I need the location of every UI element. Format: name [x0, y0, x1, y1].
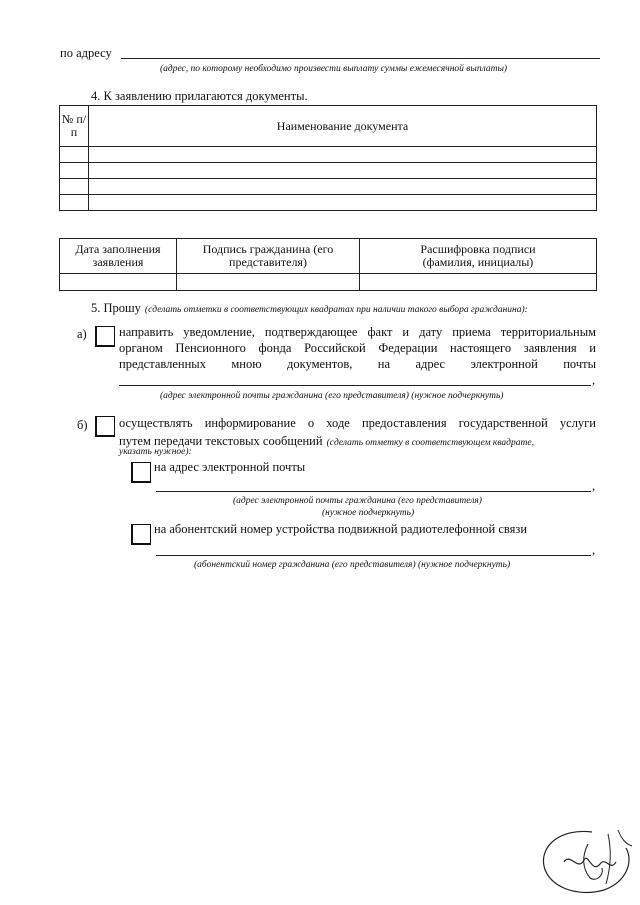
- phone-comma: ,: [592, 543, 596, 557]
- section5-title: 5. Прошу: [91, 301, 141, 315]
- signature-decode-header: Расшифровка подписи (фамилия, инициалы): [360, 239, 597, 274]
- signature-header: Подпись гражданина (его представителя): [177, 239, 360, 274]
- handwritten-signature-icon: [530, 822, 635, 902]
- option-b-line1: осуществлять информирование о ходе предоставления государственной услуги: [119, 416, 596, 430]
- email-option-label: на адрес электронной почты: [154, 460, 306, 474]
- address-field-line[interactable]: [121, 58, 600, 59]
- col-document-name-header: Наименование документа: [89, 106, 597, 147]
- option-a-comma: ,: [592, 373, 596, 387]
- option-a-line2: органом Пенсионного фонда Российской Федерации настоящего заявления и: [119, 341, 596, 355]
- option-a-checkbox[interactable]: [95, 326, 115, 347]
- option-a-line3: представленных мною документов, на адрес электронной почты: [119, 357, 596, 371]
- option-a-line1: направить уведомление, подтверждающее факт и дату приема территориальным: [119, 325, 596, 339]
- option-a-hint: (адрес электронной почты гражданина (его представителя) (нужное подчеркнуть): [160, 391, 504, 401]
- email-hint1: (адрес электронной почты гражданина (его представителя): [233, 496, 482, 506]
- email-checkbox[interactable]: [131, 462, 151, 483]
- email-address-line[interactable]: [156, 491, 591, 492]
- option-b-line3-hint: указать нужное):: [119, 447, 192, 457]
- section5-title-row: [91, 299, 528, 317]
- option-a-letter: а): [77, 327, 87, 341]
- phone-hint: (абонентский номер гражданина (его представителя) (нужное подчеркнуть): [194, 560, 511, 570]
- option-a-email-line[interactable]: [119, 385, 591, 386]
- table-row[interactable]: [60, 147, 597, 163]
- table-row[interactable]: [60, 195, 597, 211]
- option-b-line2-hint: (сделать отметку в соответствующем квадрате,: [326, 438, 534, 448]
- phone-option-label: на абонентский номер устройства подвижной радиотелефонной связи: [154, 522, 528, 536]
- date-cell[interactable]: [60, 274, 177, 291]
- address-hint: (адрес, по которому необходимо произвести выплату суммы ежемесячной выплаты): [160, 64, 508, 74]
- address-label: по адресу: [60, 46, 112, 60]
- signature-decode-cell[interactable]: [360, 274, 597, 291]
- option-b-checkbox[interactable]: [95, 416, 115, 437]
- section4-title: 4. К заявлению прилагаются документы.: [91, 89, 308, 103]
- signature-cell[interactable]: [177, 274, 360, 291]
- date-header: Дата заполнения заявления: [60, 239, 177, 274]
- signature-table: [59, 238, 597, 291]
- table-row[interactable]: [60, 179, 597, 195]
- email-hint2: (нужное подчеркнуть): [322, 508, 415, 518]
- phone-number-line[interactable]: [156, 555, 591, 556]
- option-b-letter: б): [77, 418, 88, 432]
- documents-table: [59, 105, 597, 211]
- option-b-line2-text: путем передачи текстовых сообщений: [119, 434, 323, 448]
- email-comma: ,: [592, 479, 596, 493]
- phone-checkbox[interactable]: [131, 524, 151, 545]
- table-row[interactable]: [60, 163, 597, 179]
- section5-title-hint: (сделать отметки в соответствующих квадратах при наличии такого выбора гражданина):: [144, 305, 528, 315]
- col-number-header: № п/п: [60, 106, 89, 147]
